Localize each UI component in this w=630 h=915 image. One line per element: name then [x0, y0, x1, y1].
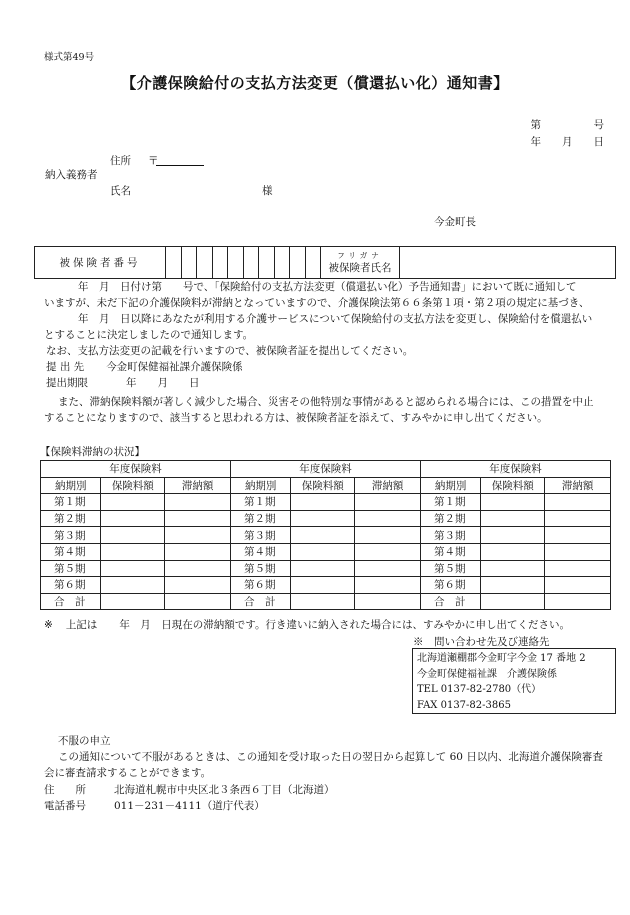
fiscal-year-group-3: 年度保険料	[420, 461, 610, 478]
insured-number-digit	[181, 247, 197, 279]
column-header-row	[41, 477, 611, 494]
fiscal-year-group-2: 年度保険料	[230, 461, 420, 478]
period-cell: 第１期	[420, 494, 480, 511]
premium-amount-cell	[291, 510, 355, 527]
table-row	[41, 494, 611, 511]
arrears-status-table	[40, 460, 611, 610]
premium-amount-cell	[481, 560, 545, 577]
table-row	[41, 560, 611, 577]
col-arrears: 滞納額	[165, 477, 231, 494]
period-cell: 第３期	[420, 527, 480, 544]
body-paragraph-1c: 年 月 日以降にあなたが利用する介護サービスについて保険給付の支払方法を変更し、保険給付を償還払い	[78, 313, 593, 325]
body-paragraph-1a: 年 月 日付け第 号で、「保険給付の支払方法変更（償還払い化）予告通知書」において既に通知して	[78, 281, 577, 293]
contact-heading: ※ 問い合わせ先及び連絡先	[413, 636, 550, 648]
arrears-amount-cell	[165, 494, 231, 511]
period-cell: 第６期	[420, 577, 480, 594]
period-cell: 第１期	[41, 494, 101, 511]
col-period: 納期別	[41, 477, 101, 494]
table-row	[41, 543, 611, 560]
note-mark: ※	[44, 619, 53, 631]
premium-amount-cell	[101, 593, 165, 610]
insured-number-digit	[197, 247, 213, 279]
premium-amount-cell	[481, 494, 545, 511]
contact-address: 北海道瀬棚郡今金町字今金 17 番地 2	[417, 653, 586, 664]
group-header-row	[41, 461, 611, 478]
period-cell: 第４期	[230, 543, 290, 560]
contact-box	[412, 648, 616, 714]
submit-to-value: 今金町保健福祉課介護保険係	[106, 361, 243, 373]
premium-amount-cell	[101, 543, 165, 560]
deadline-label: 提出期限	[46, 377, 88, 389]
note-text-a: 上記は	[65, 619, 98, 631]
contact-department: 今金町保健福祉課 介護保険係	[417, 668, 557, 680]
table-row	[41, 527, 611, 544]
arrears-amount-cell	[545, 593, 611, 610]
col-period: 納期別	[420, 477, 480, 494]
arrears-amount-cell	[165, 560, 231, 577]
contact-tel: TEL 0137-82-2780（代）	[417, 684, 542, 695]
premium-amount-cell	[101, 494, 165, 511]
insured-number-label: 被保険者番号	[35, 247, 166, 279]
period-cell: 合 計	[420, 593, 480, 610]
premium-amount-cell	[291, 543, 355, 560]
arrears-amount-cell	[355, 494, 421, 511]
arrears-amount-cell	[545, 494, 611, 511]
furigana-label: フリガナ	[337, 251, 383, 260]
body-paragraph-3b: することになりますので、該当すると思われる方は、被保険者証を添えて、すみやかに申し出てください。	[44, 412, 548, 424]
period-cell: 第２期	[420, 510, 480, 527]
objection-address-value: 北海道札幌市中央区北３条西６丁目（北海道）	[114, 784, 335, 796]
submit-to-line	[46, 359, 243, 375]
insured-name-field	[400, 247, 616, 279]
col-premium: 保険料額	[101, 477, 165, 494]
name-label: 氏名	[110, 185, 131, 197]
col-premium: 保険料額	[291, 477, 355, 494]
insured-name-label: 被保険者氏名	[328, 262, 392, 274]
objection-tel-value: 011－231－4111（道庁代表）	[114, 800, 265, 812]
insured-number-digit	[228, 247, 244, 279]
objection-text-b: 会に審査請求することができます。	[44, 767, 212, 779]
note-text-b: 年 月 日現在の滞納額です。行き違いに納入された場合には、すみやかに申し出てください。	[119, 619, 570, 631]
deadline-value: 年 月 日	[126, 377, 200, 389]
objection-tel-label: 電話番号	[44, 800, 86, 812]
postal-mark: 〒	[148, 155, 159, 167]
body-paragraph-3a: また、滞納保険料額が著しく減少した場合、災害その他特別な事情があると認められる場合には、この措置を中止	[58, 396, 594, 408]
col-arrears: 滞納額	[545, 477, 611, 494]
status-section-title: 【保険料滞納の状況】	[40, 446, 145, 458]
issuer: 今金町長	[434, 216, 476, 228]
arrears-note	[44, 617, 570, 632]
arrears-amount-cell	[545, 510, 611, 527]
premium-amount-cell	[291, 560, 355, 577]
col-arrears: 滞納額	[355, 477, 421, 494]
period-cell: 合 計	[41, 593, 101, 610]
period-cell: 第３期	[230, 527, 290, 544]
address-label: 住所	[110, 155, 131, 167]
premium-amount-cell	[291, 577, 355, 594]
body-paragraph-1d: とすることに決定しましたので通知します。	[44, 329, 254, 341]
payer-label: 納入義務者	[45, 169, 98, 181]
arrears-amount-cell	[355, 510, 421, 527]
insured-id-table	[34, 246, 616, 279]
postal-code-blank	[156, 165, 204, 166]
document-title: 【介護保険給付の支払方法変更（償還払い化）通知書】	[121, 74, 509, 92]
period-cell: 第３期	[41, 527, 101, 544]
arrears-amount-cell	[355, 560, 421, 577]
insured-number-digit	[166, 247, 182, 279]
period-cell: 第１期	[230, 494, 290, 511]
period-cell: 第６期	[41, 577, 101, 594]
arrears-amount-cell	[165, 543, 231, 560]
period-cell: 第６期	[230, 577, 290, 594]
form-number: 様式第49号	[44, 52, 95, 63]
premium-amount-cell	[481, 593, 545, 610]
honorific: 様	[262, 185, 273, 197]
objection-text-a: この通知について不服があるときは、この通知を受け取った日の翌日から起算して 60 日以内、北海道介護保険審査	[58, 751, 603, 763]
fiscal-year-group-1: 年度保険料	[41, 461, 231, 478]
period-cell: 第５期	[230, 560, 290, 577]
objection-title: 不服の申立	[58, 735, 111, 747]
period-cell: 第４期	[420, 543, 480, 560]
premium-amount-cell	[101, 560, 165, 577]
objection-address	[44, 782, 335, 797]
table-row	[41, 593, 611, 610]
objection-address-label: 住 所	[44, 784, 86, 796]
arrears-amount-cell	[545, 527, 611, 544]
period-cell: 第５期	[420, 560, 480, 577]
premium-amount-cell	[291, 527, 355, 544]
arrears-amount-cell	[355, 543, 421, 560]
arrears-amount-cell	[165, 510, 231, 527]
arrears-amount-cell	[545, 543, 611, 560]
body-paragraph-2: なお、支払方法変更の記載を行いますので、被保険者証を提出してください。	[46, 345, 414, 357]
insured-number-digit	[274, 247, 290, 279]
body-paragraph-1b: いますが、未だ下記の介護保険料が滞納となっていますので、介護保険法第６６条第１項・第２項の規定に基づき、	[44, 297, 590, 309]
arrears-amount-cell	[165, 527, 231, 544]
arrears-amount-cell	[165, 577, 231, 594]
insured-number-digit	[259, 247, 275, 279]
document-date-line: 年 月 日	[530, 136, 604, 148]
arrears-amount-cell	[355, 593, 421, 610]
insured-number-digit	[212, 247, 228, 279]
premium-amount-cell	[481, 527, 545, 544]
period-cell: 第２期	[41, 510, 101, 527]
submit-to-label: 提 出 先	[46, 361, 85, 373]
deadline-line	[46, 375, 200, 391]
col-period: 納期別	[230, 477, 290, 494]
objection-tel	[44, 798, 265, 813]
insured-number-digit	[243, 247, 259, 279]
insured-name-label-cell	[321, 247, 400, 279]
premium-amount-cell	[481, 577, 545, 594]
contact-fax: FAX 0137-82-3865	[417, 699, 511, 711]
premium-amount-cell	[291, 593, 355, 610]
premium-amount-cell	[101, 527, 165, 544]
arrears-amount-cell	[355, 577, 421, 594]
document-number-line: 第 号	[530, 119, 604, 131]
premium-amount-cell	[481, 543, 545, 560]
col-premium: 保険料額	[481, 477, 545, 494]
premium-amount-cell	[481, 510, 545, 527]
premium-amount-cell	[101, 510, 165, 527]
arrears-amount-cell	[355, 527, 421, 544]
premium-amount-cell	[291, 494, 355, 511]
premium-amount-cell	[101, 577, 165, 594]
period-cell: 第２期	[230, 510, 290, 527]
arrears-amount-cell	[165, 593, 231, 610]
insured-number-digit	[290, 247, 306, 279]
arrears-amount-cell	[545, 577, 611, 594]
insured-number-digit	[305, 247, 321, 279]
period-cell: 合 計	[230, 593, 290, 610]
period-cell: 第４期	[41, 543, 101, 560]
table-row	[41, 577, 611, 594]
table-row	[41, 510, 611, 527]
arrears-amount-cell	[545, 560, 611, 577]
period-cell: 第５期	[41, 560, 101, 577]
